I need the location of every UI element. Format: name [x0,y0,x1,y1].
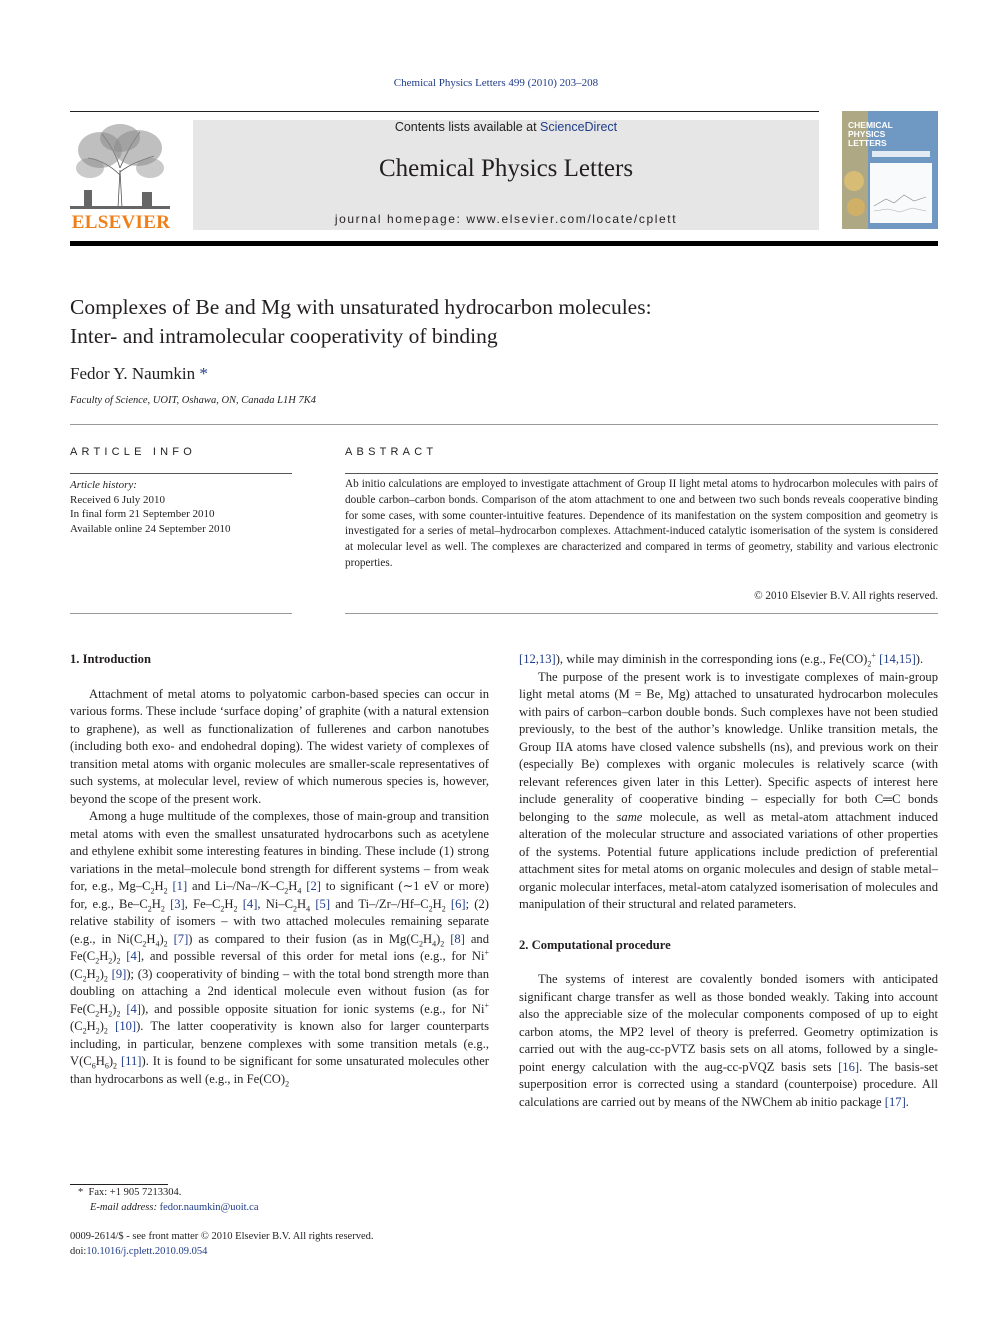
doi-link[interactable]: 10.1016/j.cplett.2010.09.054 [86,1245,208,1257]
citation-link[interactable]: [10] [115,1019,137,1033]
elsevier-wordmark: ELSEVIER [71,212,171,233]
fax-line [70,1185,259,1200]
history-label: Article history: [70,479,137,491]
affiliation: Faculty of Science, UOIT, Oshawa, ON, Canada L1H 7K4 [70,395,316,406]
issn-line: 0009-2614/$ - see front matter © 2010 Elsevier B.V. All rights reserved. [70,1231,374,1242]
email-label: E-mail address: [90,1202,160,1213]
introduction-heading: 1. Introduction [70,652,151,666]
author-line [70,364,208,384]
citation-link[interactable]: [9] [111,966,127,981]
article-info-rule [70,473,292,474]
body-column-left [70,651,489,1088]
journal-title: Chemical Physics Letters [378,155,634,182]
doi-label: doi: [70,1245,87,1257]
fax-number: Fax: +1 905 7213304. [88,1187,182,1198]
body-paragraph: The systems of interest are covalently bonded isomers with anticipated significant charge transfer as well as those bonded weakly. Taking into account also the appreciable size of the molecular components composed of up to eight carbon atoms, the MP2 level of theory is preferred. Geometry optimization is carried out with the aug-cc-pVTZ basis sets on all atoms, followed by a single-point energy calculation with the aug-cc-pVQZ basis sets [16]. The basis-set superposition error is corrected using a standard (counterpoise) procedure. All calculations are carried out by means of the NWChem ab initio package [17]. [519,972,939,1109]
cover-title-line: PHYSICS [848,129,886,139]
contents-availability [193,120,819,134]
title-line-2: Inter- and intramolecular cooperativity of binding [70,324,498,348]
abstract-rule [345,473,938,474]
footnote-star: * [78,1187,89,1198]
email-line [70,1200,259,1215]
corresponding-author-footnote [70,1185,259,1215]
body-paragraph: Attachment of metal atoms to polyatomic carbon-based species can occur in various forms. These include ‘surface doping’ of graphite (with a natural extension to graphene), as well as functionalization of fullerenes and carbon nanotubes (including both exo- and endohedral doping). The widest variety of complexes of transition metal atoms with organic molecules are smaller-scale representatives of such systems, at molecular level, review of which numerous species is, however, beyond the scope of the present work. [70,686,489,806]
article-history [70,478,230,536]
received-date: Received 6 July 2010 [70,493,166,506]
cover-title [848,121,893,148]
author-footnote-mark[interactable]: * [199,364,208,383]
paper-title [70,293,930,351]
cover-title-line: CHEMICAL [848,120,893,130]
citation-link[interactable]: [12,13] [519,652,556,666]
body-paragraph: The purpose of the present work is to investigate complexes of main-group light metal atoms (M = Be, Mg) attached to unsaturated hydrocarbon molecules with pairs of carbon–carbon double bonds. Such complexes have not been studied previously, to the best of the author’s knowledge. Unlike transition metals, the Group IIA atoms have closed valence subshells (ns), and previous work on their (especially Be) complexes with organic molecules is relatively scarce (with relevant references given later in this Letter). Specific aspects of interest here include generality of cooperative binding – especially for both C═C bonds belonging to the same molecule, as well as metal-atom attachment induced alteration of the molecular structure and associated variations of other properties of the systems. Potential future applications include prediction of preferential attachment sites for metal atoms on organic molecules and design of stable metal–organic molecular interfaces, metal-atom catalyzed isomerisation of molecules and manipulation of their structural and related parameters. [519,669,939,911]
header-bottom-rule [70,241,938,246]
footer-info [70,1230,373,1259]
title-line-1: Complexes of Be and Mg with unsaturated hydrocarbon molecules: [70,295,652,319]
citation-link[interactable]: [17] [884,1094,906,1109]
citation-link[interactable]: [1] [172,879,188,893]
section-divider [70,424,938,425]
computational-heading: 2. Computational procedure [519,937,671,952]
citation-link[interactable]: [11] [120,1054,142,1068]
journal-citation-link[interactable]: Chemical Physics Letters 499 (2010) 203–208 [393,77,599,89]
abstract-heading: ABSTRACT [345,446,438,458]
abstract-bottom-rule [345,613,938,614]
copyright-notice: © 2010 Elsevier B.V. All rights reserved. [754,590,938,602]
header-top-rule [70,111,819,112]
body-column-right [519,651,938,1111]
final-form-date: In final form 21 September 2010 [70,508,215,520]
contents-prefix: Contents lists available at [394,120,541,134]
email-link[interactable]: fedor.naumkin@uoit.ca [159,1202,259,1213]
citation-link[interactable]: [4] [242,896,258,911]
citation-link[interactable]: [4] [126,949,141,963]
citation-link[interactable]: [8] [450,931,465,946]
author-name: Fedor Y. Naumkin [70,364,196,383]
journal-cover-image[interactable] [842,111,938,229]
citation-link[interactable]: [7] [173,931,189,946]
abstract-body: Ab initio calculations are employed to investigate attachment of Group II light metal atoms to hydrocarbon molecules with pairs of double carbon–carbon bonds. Comparison of the atom attachment to one and between two such bonds reveals cooperative binding for some cases, with some counter-intuitive features. Dependence of its manifestation on the system composition and geometry is investigated for a series of metal–hydrocarbon complexes. Attachment-induced catalytic isomerisation of the system is considered at molecular level as well. The complexes are characterized and compared in terms of geometry, stability and various electronic properties. [345,478,938,569]
body-paragraph: [12,13]), while may diminish in the corresponding ions (e.g., $Fe(CO)_2^+$ [14,15]). [519,650,924,669]
citation-link[interactable]: [16] [838,1059,860,1074]
citation-link[interactable]: [2] [306,879,321,893]
journal-homepage-link[interactable]: journal homepage: www.elsevier.com/locate/cplett [334,212,678,226]
online-date: Available online 24 September 2010 [70,522,231,535]
article-info-bottom-rule [70,613,292,614]
article-info-heading: ARTICLE INFO [70,446,196,458]
citation-link[interactable]: [3] [170,896,185,911]
citation-link[interactable]: [6] [450,896,466,911]
body-paragraph: Among a huge multitude of the complexes, those of main-group and transition metal atoms with even the smallest unsaturated hydrocarbons such as acetylene and ethylene exhibit some interesting features in binding. These include (1) strong variations in the metal–molecule bond strength for different systems – from weak for, e.g., $Mg-C_2H_2$ [1] and $Li-/Na-/K-C_2H_4$ [2] to significant (∼1 eV or more) for, e.g., $Be-C_2H_2$ [3], $Fe-C_2H_2$ [4], $Ni-C_2H_4$ [5] and $Ti-/Zr-/Hf-C_2H_2$ [6]; (2) relative stability of isomers – with two attached molecules remaining separate (e.g., in $Ni(C_2H_4)_2$ [7]) as compared to their fusion (as in $Mg(C_2H_4)_2$ [8] and $Fe(C_2H_2)_2$ [4], and possible reversal of this order for metal ions (e.g., for $Ni^+(C_2H_2)_2$ [9]); (3) cooperativity of binding – with the total bond strength more than doubling on attaching a 2nd identical molecule even without fusion (as for $Fe(C_2H_2)_2$ [4]), and possible opposite situation for ionic systems (e.g., for $Ni^+(C_2H_2)_2$ [10]). The latter cooperativity is known also for larger counterparts including, in particular, benzene complexes with some transition metals (e.g., $V(C_6H_6)_2$ [11]). It is found to be significant for some unsaturated molecules other than hydrocarbons as well (e.g., in $Fe(CO)_2$ [70,809,490,1089]
doi-line [70,1245,373,1260]
citation-link[interactable]: [5] [315,896,331,911]
citation-link[interactable]: [4] [126,1001,141,1016]
sciencedirect-link[interactable]: ScienceDirect [540,120,618,134]
citation-link[interactable]: [14,15] [879,652,916,666]
cover-title-line: LETTERS [848,138,887,148]
